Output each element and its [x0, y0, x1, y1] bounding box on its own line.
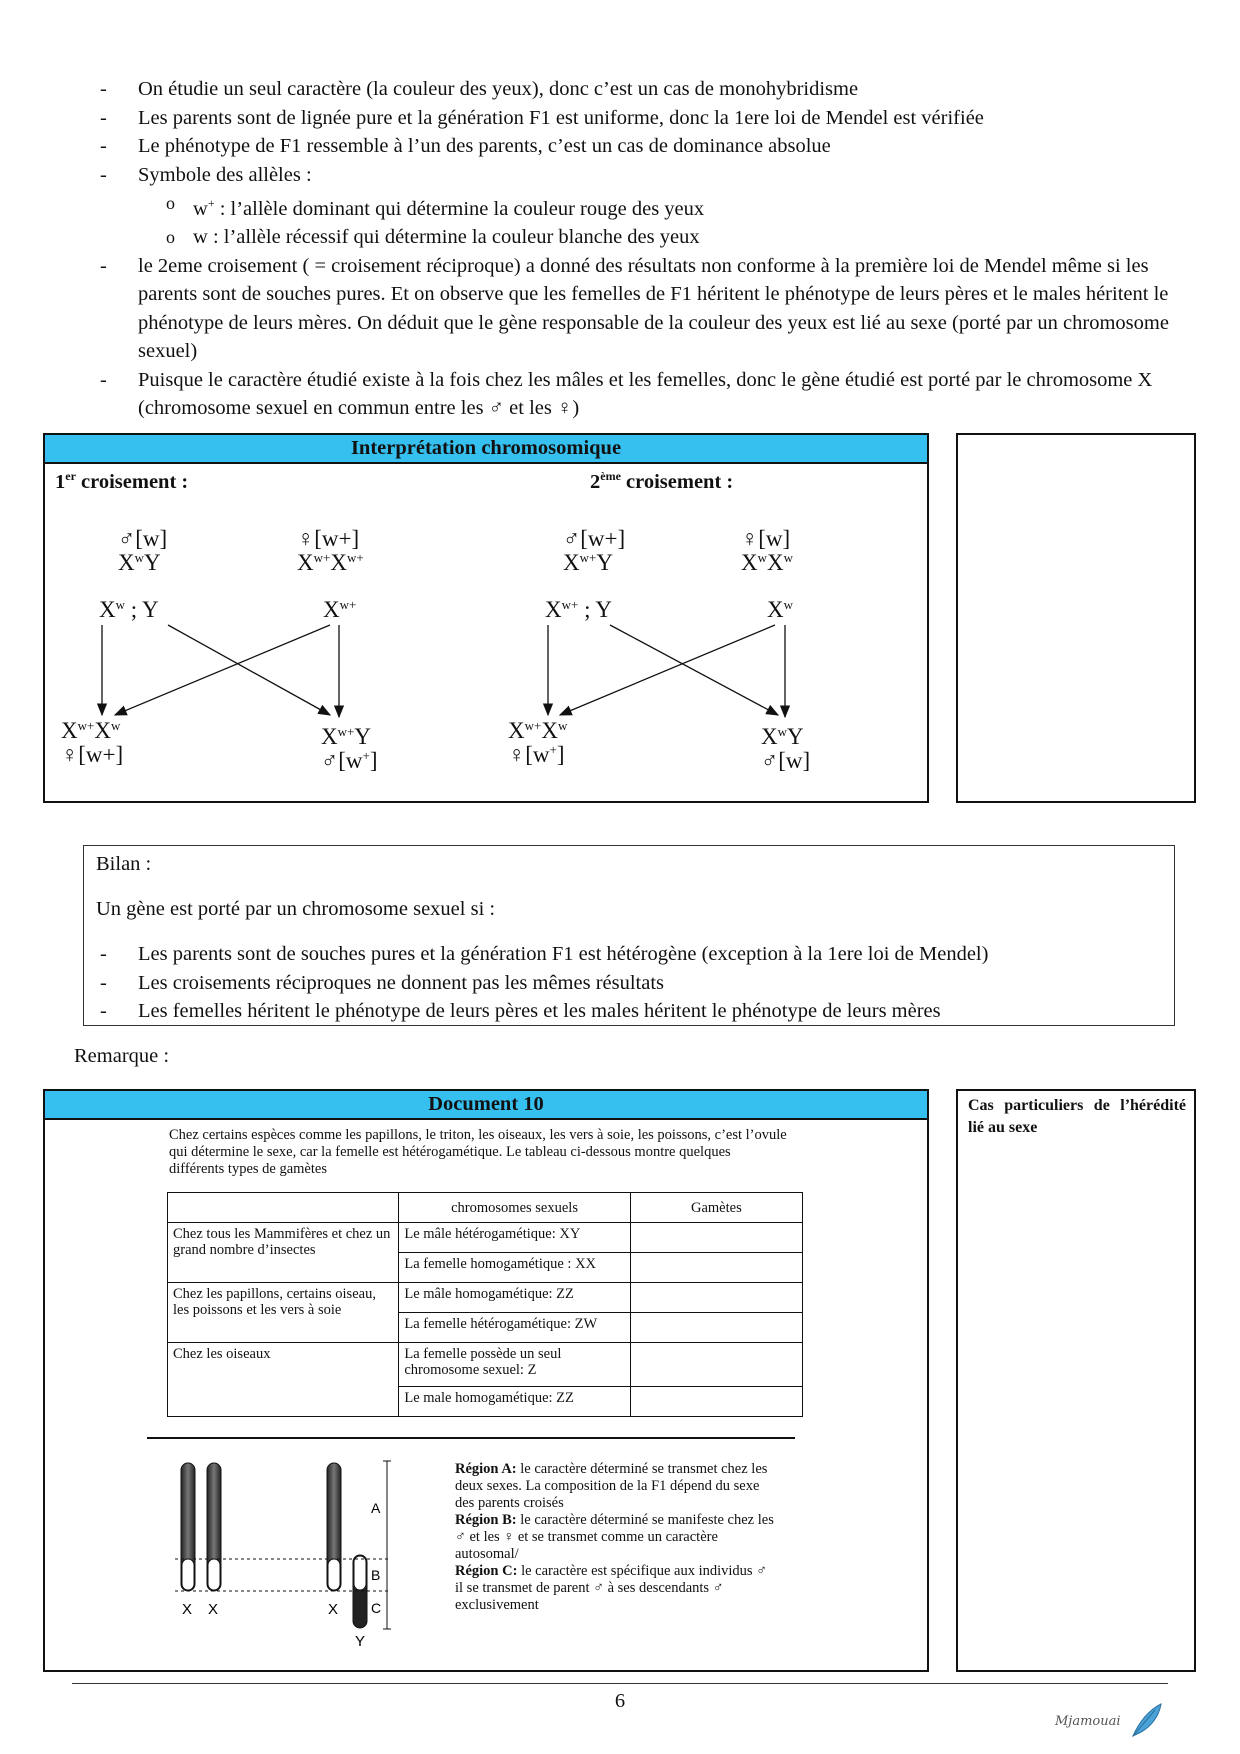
bilan-box: [83, 845, 1175, 1026]
label-region-c: C: [371, 1600, 382, 1616]
table-header-gametes: Gamètes: [630, 1193, 802, 1223]
bilan-item: - Les parents sont de souches pures et la génération F1 est hétérogène (exception à la 1ere loi de Mendel): [78, 940, 1168, 969]
footer-line: [72, 1683, 1168, 1684]
label-x3: X: [328, 1601, 339, 1618]
cross1-parent-male-genotype: $X^wY$: [118, 550, 161, 575]
interpretation-title: Interprétation chromosomique: [45, 435, 927, 464]
regions-text: [455, 1461, 775, 1614]
cross2-child-female-genotype: $X^{w+}X^w$: [508, 718, 568, 743]
signature-text: Mjamouai: [1055, 1714, 1121, 1729]
label-region-b: B: [371, 1567, 381, 1583]
intro-bullets: [78, 75, 1188, 189]
table-cell: La femelle homogamétique : XX: [399, 1253, 630, 1283]
intro-bullet: - Puisque le caractère étudié existe à la fois chez les mâles et les femelles, donc le gène étudié est porté par le chromosome X (chromosome sexuel en commun entre les ♂ et les ♀): [78, 366, 1188, 423]
feather-icon: [1125, 1700, 1165, 1740]
cross2-parent-female-phenotype: ♀[w]: [741, 526, 791, 551]
intro-bullet: - Symbole des allèles :: [78, 161, 1188, 190]
label-y: Y: [355, 1633, 366, 1650]
cross2-parent-male-genotype: $X^{w+}Y$: [563, 550, 613, 575]
bilan-intro: Un gène est porté par un chromosome sexuel si :: [96, 898, 496, 920]
allele-dominant: o w+ : l’allèle dominant qui détermine la couleur rouge des yeux: [78, 189, 1188, 223]
region-b-text: Région B: le caractère déterminé se manifeste chez les ♂ et les ♀ et se transmet comme un caractère autosomal/: [455, 1512, 774, 1562]
page-number: 6: [614, 1690, 626, 1712]
bilan-item: - Les croisements réciproques ne donnent pas les mêmes résultats: [78, 969, 1168, 998]
cross1-parent-male-phenotype: ♂[w]: [118, 526, 168, 551]
cross2-child-male-genotype: $X^wY$: [761, 724, 804, 749]
cross2-gametes-female: $X^w$: [767, 597, 794, 622]
intro-bullet: - le 2eme croisement ( = croisement réciproque) a donné des résultats non conforme à la première loi de Mendel même si les parents sont de souches pures. Et on observe que les femelles de F1 héritent le phénotype de leurs pères et le males héritent le phénotype de leurs mères. On déduit que le gène responsable de la couleur des yeux est lié au sexe (porté par un chromosome sexuel): [78, 252, 1188, 366]
bilan-list: [78, 940, 1168, 1026]
table-cell: La femelle possède un seul chromosome sexuel: Z: [399, 1343, 630, 1387]
intro-bullet: - Le phénotype de F1 ressemble à l’un des parents, c’est un cas de dominance absolue: [78, 132, 1188, 161]
separator-line: [147, 1437, 795, 1439]
arrow-c1-male-y-to-male: [168, 625, 330, 715]
cross2-child-male-phenotype: ♂[w]: [761, 748, 811, 773]
bilan-item: - Les femelles héritent le phénotype de leurs pères et les males héritent le phénotype de leurs mères: [78, 997, 1168, 1026]
gametes-table: [167, 1192, 803, 1417]
cross2-parent-female-genotype: $X^wX^w$: [741, 550, 794, 575]
table-cell-gametes: [630, 1343, 802, 1387]
table-group-name: Chez les papillons, certains oiseau, les poissons et les vers à soie: [168, 1283, 399, 1343]
side-note-title: Cas particuliers de l’hérédité lié au sexe: [968, 1097, 1186, 1136]
arrow-c2-female-x-to-female: [560, 625, 775, 715]
label-x2: X: [208, 1601, 219, 1618]
table-cell-gametes: [630, 1223, 802, 1253]
table-cell-gametes: [630, 1387, 802, 1417]
document10-title: Document 10: [45, 1091, 927, 1120]
arrow-c2-male-y-to-male: [610, 625, 778, 715]
cross1-child-female-genotype: $X^{w+}X^w$: [61, 718, 121, 743]
intro-bullets-2: [78, 252, 1188, 423]
table-cell-gametes: [630, 1253, 802, 1283]
cross1-child-male-phenotype: ♂[w+]: [321, 748, 378, 773]
table-cell: Le mâle homogamétique: ZZ: [399, 1283, 630, 1313]
cross2-title: 2ème croisement :: [590, 469, 734, 493]
signature: [1055, 1700, 1175, 1740]
region-c-text: Région C: le caractère est spécifique aux individus ♂ il se transmet de parent ♂ à ses descendants ♂ exclusivement: [455, 1563, 768, 1613]
arrow-c1-female-x-to-female: [115, 625, 330, 715]
cross1-gametes-female: $X^{w+}$: [323, 597, 357, 622]
cross1-parent-female-genotype: $X^{w+}X^{w+}$: [297, 550, 364, 575]
allele-recessive: o w : l’allèle récessif qui détermine la couleur blanche des yeux: [78, 223, 1188, 252]
table-cell-gametes: [630, 1313, 802, 1343]
table-group-name: Chez tous les Mammifères et chez un grand nombre d’insectes: [168, 1223, 399, 1283]
side-notes-box-bottom: [956, 1089, 1196, 1672]
bilan-title: Bilan :: [96, 853, 152, 875]
label-region-a: A: [371, 1500, 381, 1516]
cross1-child-male-genotype: $X^{w+}Y$: [321, 724, 371, 749]
cross1-title: 1er croisement :: [55, 469, 189, 493]
table-cell-gametes: [630, 1283, 802, 1313]
region-a-text: Région A: le caractère déterminé se transmet chez les deux sexes. La composition de la F1 dépend du sexe des parents croisés: [455, 1461, 768, 1511]
table-cell: La femelle hétérogamétique: ZW: [399, 1313, 630, 1343]
table-group-name: Chez les oiseaux: [168, 1343, 399, 1417]
table-header-chromosomes: chromosomes sexuels: [399, 1193, 630, 1223]
document10-intro: Chez certains espèces comme les papillons, le triton, les oiseaux, les vers à soie, les poissons, c’est l’ovule qui détermine le sexe, car la femelle est hétérogamétique. Le tableau ci-dessous montre quelques différents types de gamètes: [169, 1127, 787, 1177]
intro-bullet: - Les parents sont de lignée pure et la génération F1 est uniforme, donc la 1ere loi de Mendel est vérifiée: [78, 104, 1188, 133]
label-x1: X: [182, 1601, 193, 1618]
table-cell: Le mâle hétérogamétique: XY: [399, 1223, 630, 1253]
interpretation-frame: [43, 433, 929, 803]
table-header-empty: [168, 1193, 399, 1223]
chromosome-diagram: [145, 1453, 445, 1663]
cross2-child-female-phenotype: ♀[w+]: [508, 742, 565, 767]
cross2-gametes-male: $X^{w+}$ ; Y: [545, 597, 613, 622]
cross2-parent-male-phenotype: ♂[w+]: [563, 526, 626, 551]
cross1-gametes-male: $X^w$ ; Y: [99, 597, 159, 622]
intro-section: [78, 75, 1188, 423]
document10-frame: [43, 1089, 929, 1672]
side-notes-box-top: [956, 433, 1196, 803]
allele-list: [78, 189, 1188, 252]
cross1-parent-female-phenotype: ♀[w+]: [297, 526, 360, 551]
remarque-label: Remarque :: [74, 1045, 170, 1067]
table-cell: Le male homogamétique: ZZ: [399, 1387, 630, 1417]
intro-bullet: - On étudie un seul caractère (la couleur des yeux), donc c’est un cas de monohybridisme: [78, 75, 1188, 104]
cross1-child-female-phenotype: ♀[w+]: [61, 742, 124, 767]
